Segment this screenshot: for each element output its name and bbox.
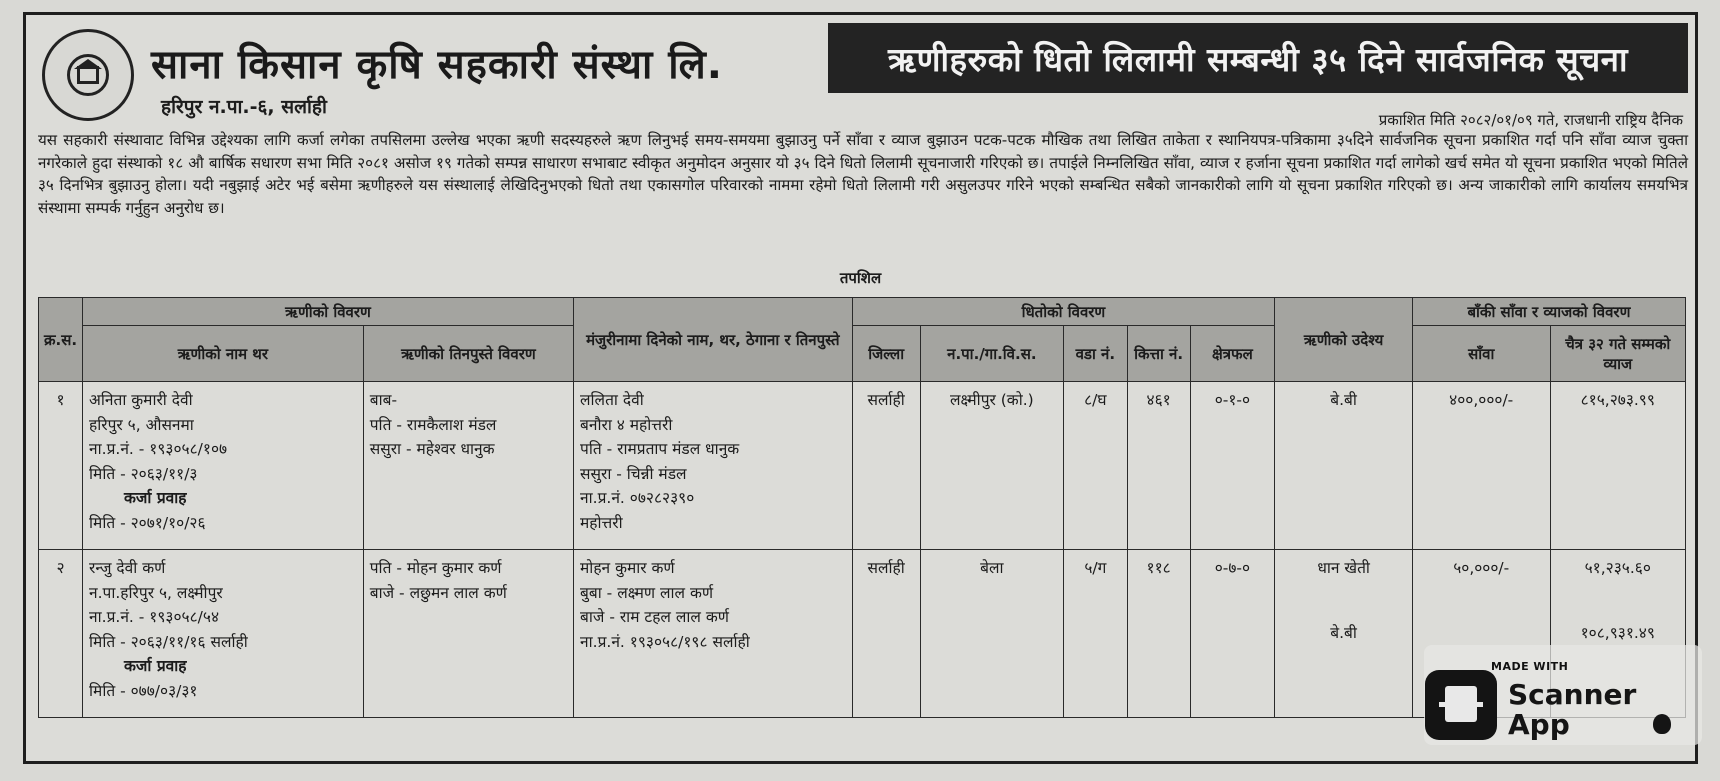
row-family bbox=[363, 550, 573, 718]
header-principal: साँवा bbox=[1412, 326, 1550, 382]
cooperative-logo-icon bbox=[42, 29, 134, 121]
borrower-citizenship-date: मिति - २०६३/११/१६ सर्लाही bbox=[89, 632, 248, 651]
table-caption: तपशिल bbox=[839, 269, 882, 287]
borrower-name: रन्जु देवी कर्ण bbox=[89, 559, 166, 577]
scanner-app-icon bbox=[1425, 670, 1497, 740]
family-line: बाजे - लछुमन लाल कर्ण bbox=[369, 583, 507, 602]
loan-date: मिति - २०७१/१०/२६ bbox=[89, 513, 206, 532]
notice-title: ऋणीहरुको धितो लिलामी सम्बन्धी ३५ दिने सार्वजनिक सूचना bbox=[828, 23, 1688, 93]
header-municipality: न.पा./गा.वि.स. bbox=[920, 326, 1063, 382]
row-family bbox=[363, 382, 573, 550]
guarantor-line: बनौरा ४ महोत्तरी bbox=[580, 415, 673, 434]
borrower-citizenship-date: मिति - २०६३/११/३ bbox=[89, 464, 198, 483]
header-interest: चैत्र ३२ गते सम्मको व्याज bbox=[1550, 326, 1685, 382]
published-date: प्रकाशित मिति २०८२/०१/०९ गते, राजधानी राष्ट्रिय दैनिक bbox=[1378, 111, 1683, 129]
row-area: ०-७-० bbox=[1190, 550, 1275, 718]
row-sn: १ bbox=[39, 382, 83, 550]
row-plot: ११८ bbox=[1127, 550, 1190, 718]
watermark-made-with: MADE WITH bbox=[1491, 660, 1569, 673]
table-row bbox=[39, 382, 1686, 550]
header-balance-group: बाँकी साँवा र व्याजको विवरण bbox=[1412, 298, 1685, 326]
family-line: बाब- bbox=[369, 391, 398, 409]
guarantor-line: पति - रामप्रताप मंडल धानुक bbox=[580, 440, 740, 458]
row-principal: ५०,०००/- bbox=[1412, 550, 1550, 718]
guarantor-line: बुबा - लक्ष्मण लाल कर्ण bbox=[580, 583, 714, 602]
header-ward: वडा नं. bbox=[1063, 326, 1127, 382]
row-interest: ८१५,२७३.९९ bbox=[1550, 382, 1685, 550]
row-sn: २ bbox=[39, 550, 83, 718]
guarantor-line: ना.प्र.नं. ०७२८२३९० bbox=[580, 489, 695, 507]
apple-logo-icon bbox=[1653, 714, 1671, 734]
header-purpose: ऋणीको उदेश्य bbox=[1275, 298, 1413, 382]
borrower-address: न.पा.हरिपुर ५, लक्ष्मीपुर bbox=[89, 583, 223, 602]
loan-date: मिति - ०७७/०३/३१ bbox=[89, 681, 198, 700]
header-guarantor: मंजुरीनामा दिनेको नाम, थर, ठेगाना र तिनपुस्ते bbox=[574, 298, 853, 382]
guarantor-line: ललिता देवी bbox=[580, 391, 644, 409]
organization-address: हरिपुर न.पा.-६, सर्लाही bbox=[161, 96, 327, 118]
guarantor-line: ना.प्र.नं. १९३०५८/१९८ सर्लाही bbox=[580, 632, 750, 651]
header-plot: कित्ता नं. bbox=[1127, 326, 1190, 382]
row-principal: ४००,०००/- bbox=[1412, 382, 1550, 550]
guarantor-line: महोत्तरी bbox=[580, 513, 623, 532]
header-borrower-name: ऋणीको नाम थर bbox=[83, 326, 364, 382]
family-line: पति - रामकैलाश मंडल bbox=[369, 415, 497, 434]
header-district: जिल्ला bbox=[852, 326, 920, 382]
row-ward: ८/घ bbox=[1063, 382, 1127, 550]
borrower-address: हरिपुर ५, औसनमा bbox=[89, 415, 194, 434]
borrower-citizenship: ना.प्र.नं. - १९३०५८/५४ bbox=[89, 608, 220, 626]
row-district: सर्लाही bbox=[852, 550, 920, 718]
header-borrower-family: ऋणीको तिनपुस्ते विवरण bbox=[363, 326, 573, 382]
row-guarantor bbox=[574, 382, 853, 550]
borrower-name: अनिता कुमारी देवी bbox=[89, 391, 193, 409]
row-area: ०-१-० bbox=[1190, 382, 1275, 550]
header-sn: क्र.स. bbox=[39, 298, 83, 382]
purpose-line: धान खेती bbox=[1317, 559, 1370, 577]
header-area: क्षेत्रफल bbox=[1190, 326, 1275, 382]
loan-flow-label: कर्जा प्रवाह bbox=[124, 657, 187, 675]
header-borrower-group: ऋणीको विवरण bbox=[83, 298, 574, 326]
guarantor-line: मोहन कुमार कर्ण bbox=[580, 559, 675, 577]
guarantor-line: बाजे - राम टहल लाल कर्ण bbox=[580, 608, 729, 626]
row-borrower bbox=[83, 382, 364, 550]
guarantor-line: ससुरा - चिन्नी मंडल bbox=[580, 464, 687, 483]
row-borrower bbox=[83, 550, 364, 718]
interest-line: ५१,२३५.६० bbox=[1584, 559, 1651, 577]
loan-flow-label: कर्जा प्रवाह bbox=[124, 489, 187, 507]
row-municipality: लक्ष्मीपुर (को.) bbox=[920, 382, 1063, 550]
header-collateral-group: धितोको विवरण bbox=[852, 298, 1275, 326]
row-guarantor bbox=[574, 550, 853, 718]
row-plot: ४६१ bbox=[1127, 382, 1190, 550]
borrower-citizenship: ना.प्र.नं. - १९३०५८/१०७ bbox=[89, 440, 228, 458]
purpose-line: बे.बी bbox=[1330, 623, 1357, 642]
notice-header bbox=[26, 15, 1695, 129]
watermark-title: Scanner App bbox=[1508, 678, 1637, 741]
row-ward: ५/ग bbox=[1063, 550, 1127, 718]
row-purpose: बे.बी bbox=[1275, 382, 1413, 550]
interest-line: १०८,९३१.४९ bbox=[1580, 623, 1655, 642]
organization-name: साना किसान कृषि सहकारी संस्था लि. bbox=[151, 42, 723, 88]
family-line: ससुरा - महेश्वर धानुक bbox=[369, 440, 495, 458]
row-district: सर्लाही bbox=[852, 382, 920, 550]
notice-body-text: यस सहकारी संस्थावाट विभिन्न उद्देश्यका लागि कर्जा लगेका तपसिलमा उल्लेख भएका ऋणी सदस्यहरुले ऋण लिनुभई समय-समयमा बुझाउनु पर्ने साँवा र व्याज बुझाउन पटक-पटक मौखिक तथा लिखित ताकेता र स्थानियपत्र-पत्रिकामा ३५दिने सार्वजनिक सूचना प्रकाशित गर्दा पनि साँवा व्याज चुक्ता नगरेकाले हुदा संस्थाको १८ औ बार्षिक सधारण सभा मिति २०८१ असोज १९ गतेको सम्पन्न साधारण सभाबाट स्वीकृत अनुमोदन अनुसार यो ३५ दिने धितो लिलामी सूचनाजारी गरिएको छ। तपाईले निम्नलिखित साँवा, व्याज र हर्जाना सूचना प्रकाशित गर्दा लागेको खर्च समेत यो सूचना प्रकाशित भएको मितिले ३५ दिनभित्र बुझाउनु होला। यदी नबुझाई अटेर भई बसेमा ऋणीहरुले यस संस्थालाई लेखिदिनुभएको धितो तथा एकासगोल परिवारको नाममा रहेमो धितो लिलामी गरी असुलउपर गरिने भएको सम्बन्धित सबैको जानकारीको लागि यो सूचना प्रकाशित गरिएको छ। अन्य जाकारीको लागि कार्यालय समयभित्र संस्थामा सम्पर्क गर्नुहुन अनुरोध छ। bbox=[38, 131, 1689, 217]
row-municipality: बेला bbox=[920, 550, 1063, 718]
family-line: पति - मोहन कुमार कर्ण bbox=[369, 559, 502, 577]
row-purpose bbox=[1275, 550, 1413, 718]
